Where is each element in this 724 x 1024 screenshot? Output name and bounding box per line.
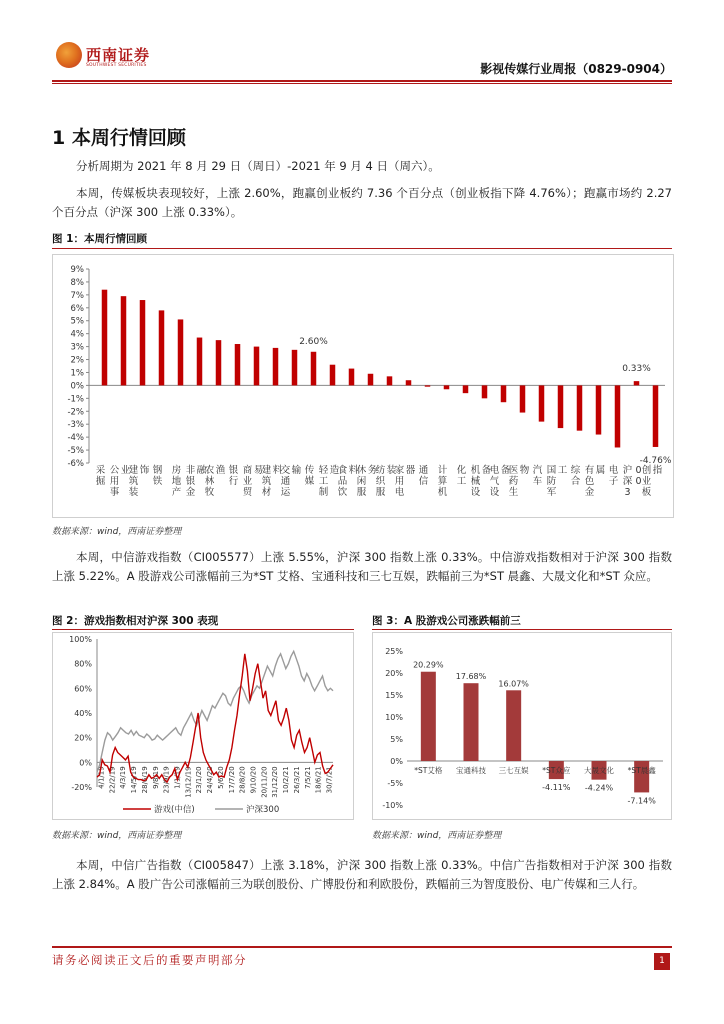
category-label: *ST艾格 — [414, 766, 443, 775]
category-label: 食 — [337, 465, 348, 476]
y-tick-label: 2% — [70, 355, 84, 366]
category-label: 采 — [95, 465, 106, 476]
category-label: 备 — [481, 465, 492, 476]
category-label: 通 — [418, 465, 429, 476]
category-label: 电 — [394, 487, 405, 498]
category-label: 机 — [470, 465, 481, 476]
category-label: 机 — [437, 487, 448, 498]
category-label: 造 — [329, 465, 340, 476]
x-tick-label: 30/7/21 — [325, 766, 334, 794]
bar — [406, 380, 412, 385]
category-label: 饮 — [337, 487, 348, 498]
y-tick-label: 80% — [74, 659, 92, 669]
category-label: 宝通科技 — [456, 766, 486, 775]
category-label: 0 — [635, 465, 642, 476]
bar — [425, 385, 431, 386]
y-tick-label: 5% — [390, 735, 403, 744]
y-tick-label: 1% — [70, 368, 84, 379]
paragraph-weekly-summary: 本周，传媒板块表现较好，上涨 2.60%，跑赢创业板约 7.36 个百分点（创业板指下降 4.76%）；跑赢市场约 2.27 个百分点（沪深 300 上涨 0.33%）。 — [52, 186, 672, 219]
category-label: *ST众应 — [542, 766, 571, 775]
x-tick-label: 7/5/21 — [303, 766, 312, 789]
category-label: 输 — [291, 465, 302, 476]
category-label: 业 — [242, 476, 253, 487]
category-label: 电 — [608, 465, 619, 476]
x-tick-label: 10/2/21 — [282, 766, 291, 794]
category-label: 贸 — [242, 487, 253, 498]
x-tick-label: 5/6/20 — [216, 766, 225, 789]
y-tick-label: 10% — [385, 713, 403, 722]
category-label: 装 — [128, 487, 139, 498]
bar — [178, 319, 184, 385]
category-label: 牧 — [204, 487, 215, 498]
legend-label-game: 游戏(中信) — [154, 805, 195, 815]
category-label: 料 — [272, 465, 283, 476]
x-tick-label: 20/11/20 — [260, 766, 269, 798]
category-label: 子 — [608, 476, 619, 487]
header-divider — [52, 80, 672, 82]
category-label: 沪 — [622, 465, 633, 476]
category-label: 渔 — [215, 465, 226, 476]
category-label: 工 — [456, 476, 467, 487]
category-label: 器 — [405, 465, 416, 476]
category-label: 材 — [261, 487, 272, 498]
bar — [292, 350, 298, 386]
bar — [634, 381, 640, 385]
y-tick-label: 20% — [74, 733, 92, 743]
figure-2-source: 数据来源：wind，西南证券整理 — [52, 831, 182, 841]
data-label: -7.14% — [627, 796, 656, 806]
bar — [197, 338, 203, 386]
x-tick-label: 4/3/19 — [119, 766, 128, 789]
y-tick-label: 5% — [70, 316, 84, 327]
bar — [368, 374, 374, 386]
footer-divider — [52, 946, 672, 948]
category-label: 汽 — [532, 465, 543, 476]
paragraph-game-index: 本周，中信游戏指数（CI005577）上涨 5.55%，沪深 300 指数上涨 0.33%。中信游戏指数相对于沪深 300 指数上涨 5.22%。A 股游戏公司涨幅前三为*ST 艾格、宝通科技和三七互娱，跌幅前三为*ST 晨鑫、大晟文化和*ST 众应。 — [52, 550, 672, 583]
y-tick-label: 15% — [385, 691, 403, 700]
brand-subtitle: SOUTHWEST SECURITIES — [86, 63, 147, 68]
category-label: 军 — [546, 487, 557, 498]
category-label: 工 — [318, 476, 329, 487]
bar — [273, 348, 279, 386]
bar — [501, 385, 507, 402]
category-label: 属 — [595, 465, 606, 476]
category-label: 筑 — [128, 476, 139, 487]
x-tick-label: 13/12/19 — [184, 766, 193, 798]
data-label: 17.68% — [455, 672, 487, 682]
y-tick-label: 7% — [70, 290, 84, 301]
category-label: 防 — [546, 476, 557, 487]
bar — [159, 310, 165, 385]
y-tick-label: 9% — [70, 265, 84, 275]
category-label: 钢 — [152, 465, 163, 476]
bar — [216, 340, 222, 385]
x-tick-label: 1/1/19 — [173, 766, 182, 789]
figure-2-rule — [52, 629, 354, 630]
category-label: 电 — [489, 465, 500, 476]
y-tick-label: -20% — [71, 783, 92, 792]
y-tick-label: 3% — [70, 342, 84, 353]
y-tick-label: 8% — [70, 277, 84, 288]
game-vs-csi300-line-chart — [53, 633, 353, 819]
x-tick-label: 23/1/20 — [195, 766, 204, 794]
category-label: 大晟文化 — [584, 766, 614, 775]
category-label: 房 — [171, 465, 182, 476]
bar — [558, 385, 564, 428]
y-tick-label: -3% — [67, 420, 84, 431]
x-tick-label: 22/2/19 — [108, 766, 117, 794]
category-label: 品 — [337, 476, 348, 487]
category-label: 银 — [185, 476, 196, 487]
category-label: 板 — [641, 487, 652, 498]
category-label: 国 — [546, 465, 557, 476]
category-label: 创 — [641, 465, 652, 476]
category-label: 掘 — [95, 476, 106, 487]
figure-3-title: 图 3：A 股游戏公司涨跌幅前三 — [372, 615, 521, 627]
category-label: 有 — [584, 465, 595, 476]
category-label: 建 — [128, 465, 139, 476]
bar — [464, 683, 479, 761]
category-label: 械 — [470, 476, 481, 487]
data-label: 16.07% — [498, 679, 529, 689]
category-label: 色 — [584, 476, 595, 487]
category-label: 信 — [418, 476, 429, 487]
category-label: 织 — [375, 476, 386, 487]
category-label: 商 — [242, 465, 253, 476]
bar — [102, 290, 108, 386]
legend-label-csi300: 沪深300 — [246, 805, 280, 815]
category-label: 公 — [109, 465, 120, 476]
y-tick-label: -4% — [67, 433, 84, 444]
bar — [235, 344, 241, 385]
y-tick-label: -10% — [382, 801, 403, 810]
category-label: 休 — [356, 465, 367, 476]
bar — [653, 385, 659, 447]
category-label: 算 — [437, 476, 448, 487]
category-label: 农 — [204, 465, 215, 476]
figure-3-chart — [372, 632, 672, 820]
y-tick-label: -5% — [387, 779, 403, 788]
category-label: 车 — [532, 476, 543, 487]
x-tick-label: 23/9/19 — [162, 766, 171, 794]
category-label: 事 — [109, 487, 120, 498]
category-label: 化 — [456, 465, 467, 476]
category-label: 医 — [508, 465, 519, 476]
figure-1-source: 数据来源：wind，西南证券整理 — [52, 527, 182, 537]
category-label: 用 — [394, 476, 405, 487]
category-label: 合 — [570, 476, 581, 487]
y-tick-label: -2% — [67, 407, 84, 418]
category-label: 非 — [185, 465, 196, 476]
bar — [577, 385, 583, 430]
category-label: 药 — [508, 476, 519, 487]
bar — [121, 296, 127, 385]
figure-1-title: 图 1：本周行情回顾 — [52, 233, 147, 245]
x-tick-label: 17/7/20 — [227, 766, 236, 794]
y-tick-label: 4% — [70, 329, 84, 340]
category-label: 装 — [386, 465, 397, 476]
figure-3-source: 数据来源：wind，西南证券整理 — [372, 831, 502, 841]
category-label: *ST晨鑫 — [627, 766, 656, 775]
category-label: 计 — [437, 465, 448, 476]
category-label: 行 — [228, 476, 239, 487]
category-label: 交 — [280, 465, 291, 476]
bar — [330, 365, 336, 386]
category-label: 气 — [489, 476, 500, 487]
y-tick-label: -1% — [67, 394, 84, 405]
bar — [387, 376, 393, 385]
bar — [463, 385, 469, 393]
footer-notice: 请务必阅读正文后的重要声明部分 — [52, 953, 247, 967]
data-label: 2.60% — [299, 336, 328, 347]
category-label: 易 — [253, 465, 264, 476]
category-label: 产 — [171, 487, 182, 498]
y-tick-label: -6% — [67, 459, 84, 469]
x-tick-label: 18/6/21 — [314, 766, 323, 794]
bar — [520, 385, 526, 412]
x-tick-label: 9/10/20 — [249, 766, 258, 794]
brand-name: 西南证券 — [86, 46, 151, 64]
figure-2-chart — [52, 632, 354, 820]
x-tick-label: 4/1/19 — [97, 766, 106, 789]
series-line-game — [97, 654, 333, 782]
category-label: 铁 — [152, 476, 163, 487]
paragraph-period: 分析周期为 2021 年 8 月 29 日（周日）-2021 年 9 月 4 日（周六）。 — [76, 159, 440, 173]
paragraph-ad-index: 本周，中信广告指数（CI005847）上涨 3.18%，沪深 300 指数上涨 0.33%。中信广告指数相对于沪深 300 指数上涨 2.84%。A 股广告公司涨幅前三为联创股份、广博股份和利欧股份，跌幅前三为智度股份、电广传媒和三人行。 — [52, 858, 672, 891]
data-label: 20.29% — [413, 660, 444, 670]
x-tick-label: 24/4/20 — [206, 766, 215, 794]
y-tick-label: 0% — [390, 757, 403, 766]
bar — [140, 300, 146, 385]
y-tick-label: -5% — [67, 446, 84, 457]
category-label: 银 — [228, 465, 239, 476]
figure-1-rule — [52, 248, 672, 249]
y-tick-label: 40% — [74, 709, 92, 718]
x-tick-label: 31/12/20 — [271, 766, 280, 798]
data-label: -4.76% — [639, 456, 672, 466]
figure-2-title: 图 2：游戏指数相对沪深 300 表现 — [52, 615, 219, 627]
category-label: 业 — [120, 465, 131, 476]
figure-1-chart — [52, 254, 674, 518]
bar — [444, 385, 450, 389]
bar — [596, 385, 602, 434]
category-label: 通 — [280, 476, 291, 487]
y-tick-label: 60% — [74, 684, 92, 694]
category-label: 生 — [508, 487, 519, 498]
category-label: 工 — [557, 465, 568, 476]
category-label: 备 — [500, 465, 511, 476]
bar — [349, 369, 355, 386]
category-label: 地 — [171, 476, 182, 487]
bar — [311, 352, 317, 386]
category-label: 三七互娱 — [498, 766, 529, 775]
series-line-csi300 — [97, 651, 333, 772]
x-tick-label: 14/5/19 — [130, 766, 139, 794]
category-label: 3 — [624, 487, 631, 498]
category-label: 融 — [196, 465, 207, 476]
category-label: 业 — [641, 476, 652, 487]
industry-weekly-bar-chart — [53, 255, 673, 517]
page-number: 1 — [654, 953, 670, 970]
category-label: 指 — [652, 465, 663, 476]
x-tick-label: 28/6/19 — [140, 766, 149, 794]
category-label: 服 — [375, 487, 386, 498]
category-label: 设 — [489, 487, 500, 498]
category-label: 筑 — [261, 476, 272, 487]
y-tick-label: 25% — [385, 647, 403, 656]
category-label: 制 — [318, 487, 329, 498]
data-label: 0.33% — [622, 364, 651, 375]
header-divider-thin — [52, 83, 672, 84]
category-label: 闲 — [356, 476, 367, 487]
data-label: -4.24% — [584, 783, 614, 793]
category-label: 服 — [356, 487, 367, 498]
category-label: 林 — [204, 476, 215, 487]
y-tick-label: 6% — [70, 303, 84, 314]
category-label: 饰 — [139, 465, 150, 476]
bar — [482, 385, 488, 398]
bar — [421, 672, 436, 761]
report-title: 影视传媒行业周报（0829-0904） — [480, 62, 672, 76]
category-label: 务 — [367, 465, 378, 476]
brand-logo-icon — [56, 42, 82, 68]
category-label: 运 — [280, 487, 291, 498]
category-label: 家 — [394, 465, 405, 476]
bar — [615, 385, 621, 447]
category-label: 用 — [109, 476, 120, 487]
y-tick-label: 20% — [385, 669, 403, 678]
category-label: 建 — [261, 465, 272, 476]
bar — [506, 690, 521, 761]
category-label: 综 — [570, 465, 581, 476]
category-label: 轻 — [318, 465, 329, 476]
category-label: 传 — [304, 465, 315, 476]
category-label: 媒 — [304, 476, 315, 487]
category-label: 纺 — [375, 465, 386, 476]
category-label: 料 — [348, 465, 359, 476]
category-label: 物 — [519, 465, 530, 476]
game-stocks-top3-bar-chart — [373, 633, 671, 819]
category-label: 金 — [584, 487, 595, 498]
x-tick-label: 9/8/19 — [151, 766, 160, 789]
data-label: -4.11% — [542, 783, 571, 793]
figure-3-rule — [372, 629, 672, 630]
section-title: 1 本周行情回顾 — [52, 127, 186, 149]
category-label: 0 — [635, 476, 642, 487]
x-tick-label: 28/8/20 — [238, 766, 247, 794]
y-tick-label: 0% — [79, 758, 92, 768]
bar — [254, 347, 260, 386]
x-tick-label: 26/3/21 — [292, 766, 301, 794]
category-label: 金 — [185, 487, 196, 498]
y-tick-label: 100% — [69, 635, 92, 644]
bar — [539, 385, 545, 421]
category-label: 设 — [470, 487, 481, 498]
y-tick-label: 0% — [70, 381, 84, 392]
category-label: 深 — [622, 476, 633, 487]
